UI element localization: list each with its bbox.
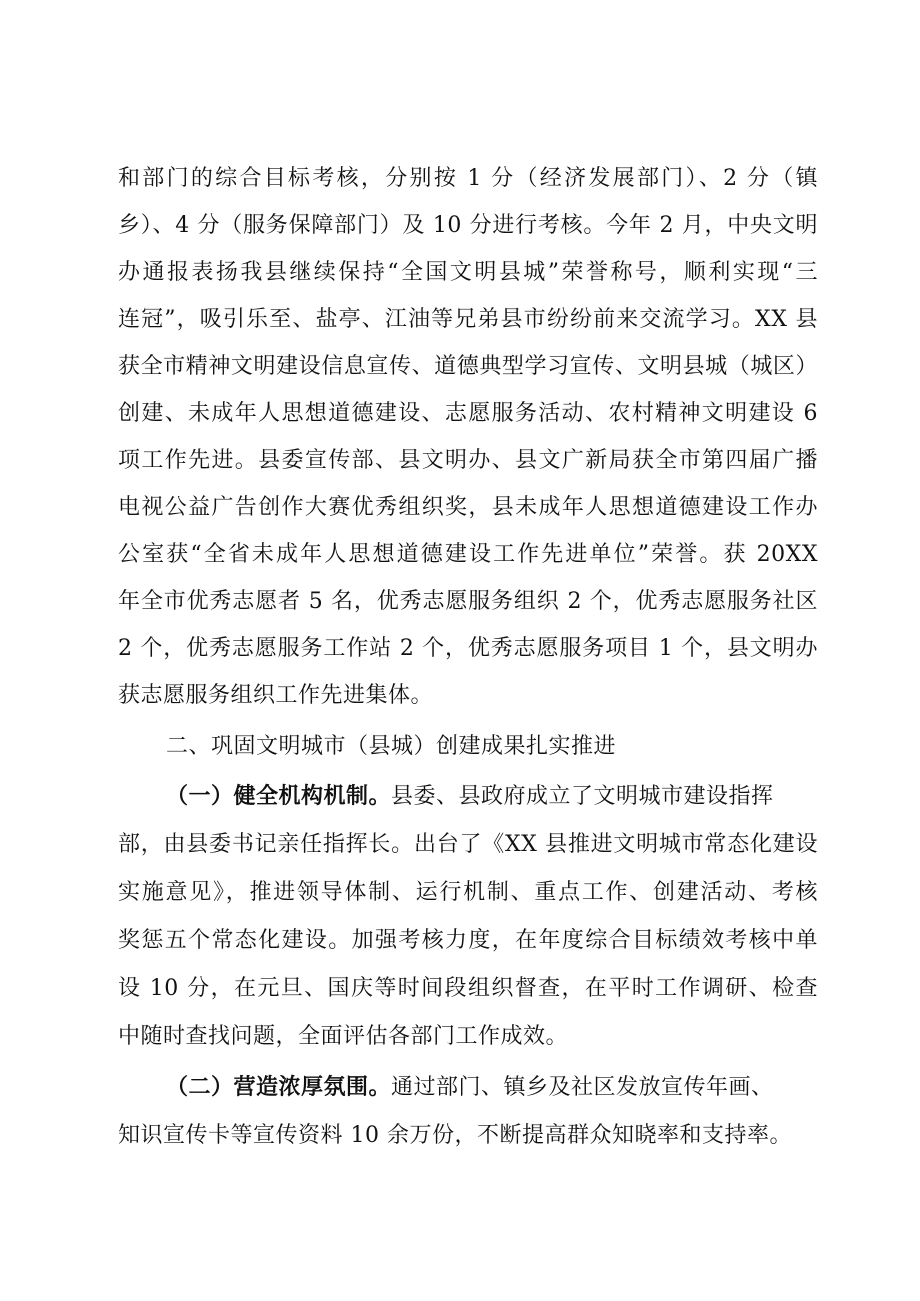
paragraph-line: 设 10 分，在元旦、国庆等时间段组织督查，在平时工作调研、检查 [118,976,818,1001]
paragraph-line: 年全市优秀志愿者 5 名，优秀志愿服务组织 2 个，优秀志愿服务社区 [118,589,818,614]
subsection-title: （一）健全机构机制。 [166,784,392,809]
paragraph-line: 和部门的综合目标考核，分别按 1 分（经济发展部门）、2 分（镇 [118,166,818,191]
paragraph-line: 奖惩五个常态化建设。加强考核力度，在年度综合目标绩效考核中单 [118,928,818,953]
paragraph-line: 项工作先进。县委宣传部、县文明办、县文广新局获全市第四届广播 [118,448,818,473]
subsection-title: （二）营造浓厚氛围。 [166,1075,392,1100]
paragraph-line: 公室获“全省未成年人思想道德建设工作先进单位”荣誉。获 20XX [118,542,818,567]
paragraph-line: 创建、未成年人思想道德建设、志愿服务活动、农村精神文明建设 6 [118,401,818,426]
subsection-first-line [166,782,818,812]
paragraph-line: 获全市精神文明建设信息宣传、道德典型学习宣传、文明县城（城区） [118,354,818,379]
paragraph-line: 连冠”，吸引乐至、盐亭、江油等兄弟县市纷纷前来交流学习。XX 县 [118,307,818,332]
paragraph-line: 2 个，优秀志愿服务工作站 2 个，优秀志愿服务项目 1 个，县文明办 [118,636,818,661]
paragraph-line: 实施意见》，推进领导体制、运行机制、重点工作、创建活动、考核 [118,880,818,905]
paragraph-line: 电视公益广告创作大赛优秀组织奖，县未成年人思想道德建设工作办 [118,495,818,520]
paragraph-line: 乡）、4 分（服务保障部门）及 10 分进行考核。今年 2 月，中央文明 [118,213,818,238]
subsection-text: 县委、县政府成立了文明城市建设指挥 [391,784,774,809]
subsection-first-line [166,1073,818,1103]
paragraph-line: 知识宣传卡等宣传资料 10 余万份，不断提高群众知晓率和支持率。 [118,1123,792,1148]
paragraph-line: 办通报表扬我县继续保持“全国文明县城”荣誉称号，顺利实现“三 [118,260,818,285]
paragraph-line: 获志愿服务组织工作先进集体。 [118,683,434,708]
subsection-text: 通过部门、镇乡及社区发放宣传年画、 [391,1075,774,1100]
paragraph-line: 中随时查找问题，全面评估各部门工作成效。 [118,1024,569,1049]
paragraph-line: 部，由县委书记亲任指挥长。出台了《XX 县推进文明城市常态化建设 [118,832,818,857]
section-heading: 二、巩固文明城市（县城）创建成果扎实推进 [166,734,617,759]
